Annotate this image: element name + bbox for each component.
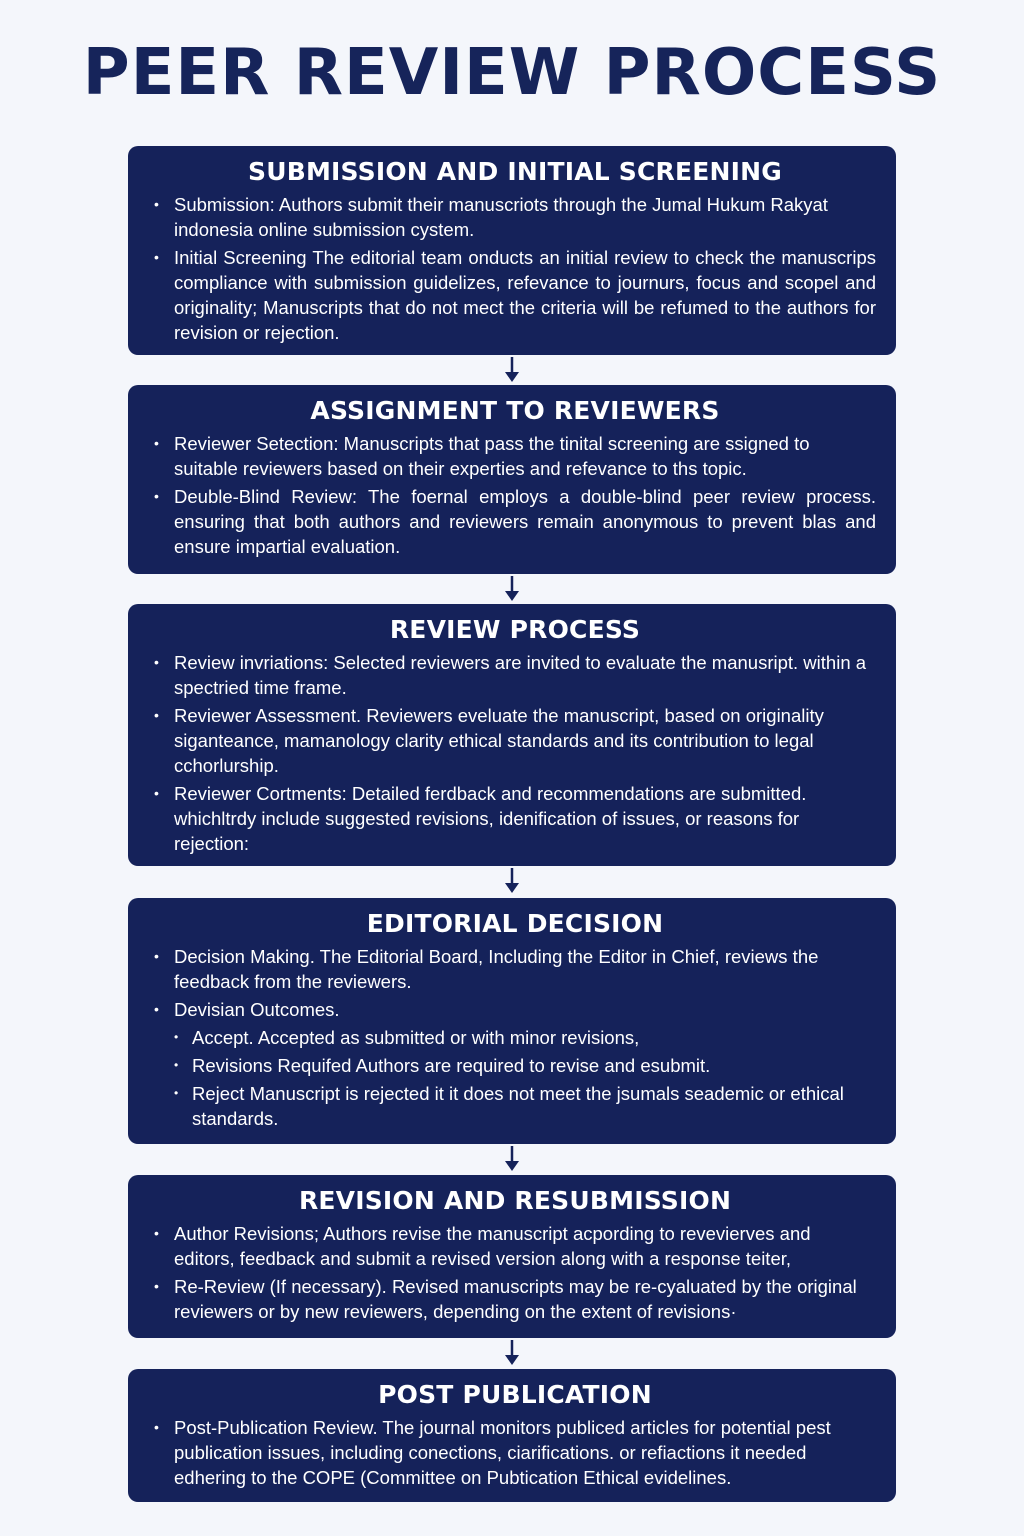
list-item: • Post-Publication Review. The journal monitors publiced articles for potential pest publication issues, including conections, ciarifications. or refiactions it needed edhering to the COPE (Committee on Pubtication Ethical evidelines. (154, 1415, 876, 1490)
step-item-list (154, 1415, 876, 1490)
page-title: PEER REVIEW PROCESS (82, 36, 942, 110)
list-item: • Initial Screening The editorial team onducts an initial review to check the manuscrips compliance with submission guidelizes, refevance to journurs, focus and scopel and originality; Manuscripts that do not mect the criteria will be refumed to the authors for revision or rejection. (154, 245, 876, 345)
step-revision-box (128, 1175, 896, 1338)
list-item: • Review invriations: Selected reviewers are invited to evaluate the manusript. within a spectried time frame. (154, 650, 876, 700)
step-title: REVISION AND RESUBMISSION (298, 1186, 732, 1215)
arrow-down-icon (504, 357, 520, 383)
step-item-list (154, 1221, 876, 1324)
sub-list-item: • Revisions Requifed Authors are required to revise and esubmit. (154, 1053, 876, 1078)
step-title: SUBMISSION AND INITIAL SCREENING (247, 157, 783, 186)
step-editorial-decision-box (128, 898, 896, 1144)
list-item: • Re-Review (If necessary). Revised manuscripts may be re-cyaluated by the original reviewers or by new reviewers, depending on the extent of revisions· (154, 1274, 876, 1324)
sub-list-item: • Accept. Accepted as submitted or with minor revisions, (154, 1025, 876, 1050)
step-item-list (154, 192, 876, 345)
step-review-process-box (128, 604, 896, 866)
step-item-list (154, 944, 876, 1131)
step-title: REVIEW PROCESS (389, 615, 641, 644)
list-item: • Deuble-Blind Review: The foernal employs a double-blind peer review process. ensuring that both authors and reviewers remain anonymous to prevent blas and ensure impartial evaluation. (154, 484, 876, 559)
list-item: • Decision Making. The Editorial Board, Including the Editor in Chief, reviews the feedback from the reviewers. (154, 944, 876, 994)
arrow-down-icon (504, 576, 520, 602)
list-item: • Author Revisions; Authors revise the manuscript acpording to revevierves and editors, feedback and submit a revised version along with a response teiter, (154, 1221, 876, 1271)
step-title: POST PUBLICATION (378, 1380, 652, 1409)
list-item: • Submission: Authors submit their manuscriots through the Jumal Hukum Rakyat indonesia online submission cystem. (154, 192, 876, 242)
step-submission-box (128, 146, 896, 355)
sub-list-item: • Reject Manuscript is rejected it it does not meet the jsumals seademic or ethical standards. (154, 1081, 876, 1131)
step-title: EDITORIAL DECISION (366, 909, 664, 938)
list-item: • Devisian Outcomes. (154, 997, 876, 1022)
step-assignment-box (128, 385, 896, 574)
list-item: • Reviewer Cortments: Detailed ferdback and recommendations are submitted. whichltrdy include suggested revisions, idenification of issues, or reasons for rejection: (154, 781, 876, 856)
arrow-down-icon (504, 1340, 520, 1366)
list-item: • Reviewer Assessment. Reviewers eveluate the manuscript, based on originality siganteance, mamanology clarity ethical standards and its contribution to legal cchorlurship. (154, 703, 876, 778)
step-title: ASSIGNMENT TO REVIEWERS (310, 396, 720, 425)
arrow-down-icon (504, 1146, 520, 1172)
list-item: • Reviewer Setection: Manuscripts that pass the tinital screening are ssigned to suitable reviewers based on their experties and refevance to ths topic. (154, 431, 876, 481)
step-post-publication-box (128, 1369, 896, 1502)
step-item-list (154, 650, 876, 856)
arrow-down-icon (504, 868, 520, 894)
step-item-list (154, 431, 876, 559)
